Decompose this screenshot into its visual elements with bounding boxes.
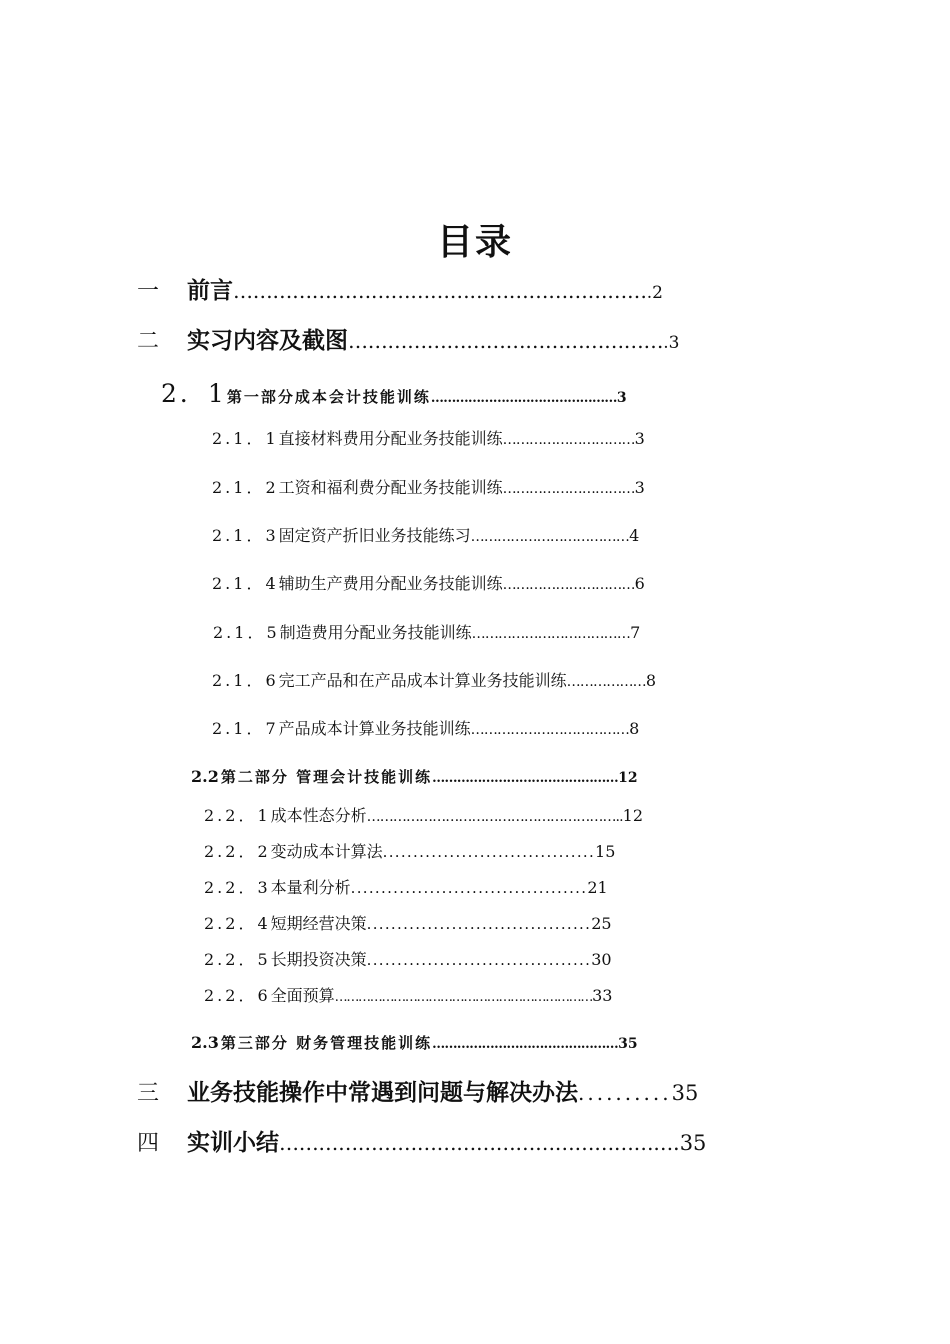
toc-page: 33: [592, 986, 613, 1005]
toc-text: 短期经营决策: [270, 914, 367, 933]
toc-page: 15: [595, 842, 616, 861]
toc-leader: ………………………………: [471, 626, 631, 642]
toc-number: 2.3: [191, 1033, 219, 1052]
toc-page: 3: [634, 478, 645, 497]
toc-page: 3: [616, 390, 627, 406]
toc-text: 长期投资决策: [270, 950, 367, 969]
toc-number: 2.2．4: [204, 914, 271, 933]
toc-entry-preface[interactable]: [137, 272, 663, 305]
toc-number: 一: [137, 279, 160, 304]
toc-number: 2.1．1: [212, 429, 279, 448]
toc-entry-summary[interactable]: [137, 1124, 706, 1157]
toc-entry-2-2-2[interactable]: [204, 839, 615, 862]
toc-entry-2-1-3[interactable]: [212, 523, 639, 546]
toc-text: 直接材料费用分配业务技能训练: [278, 429, 503, 448]
toc-text: 实训小结: [187, 1130, 279, 1156]
toc-number: 2.2．6: [204, 986, 271, 1005]
toc-leader: ………………………………………: [430, 391, 617, 406]
toc-page: 21: [587, 878, 608, 897]
toc-number: 2.1．3: [212, 526, 279, 545]
toc-number: 2.2．3: [204, 878, 271, 897]
toc-text: 变动成本计算法: [270, 842, 383, 861]
toc-page: .3: [663, 333, 680, 353]
toc-entry-2-1-1[interactable]: [212, 426, 645, 449]
toc-number: 2.2．5: [204, 950, 271, 969]
toc-page: 6: [634, 574, 645, 593]
toc-text: 成本性态分析: [270, 806, 367, 825]
toc-page: 35: [618, 1036, 638, 1052]
toc-text: 第一部分成本会计技能训练: [226, 388, 431, 406]
toc-number: 2.2．2: [204, 842, 271, 861]
toc-page: 12: [618, 770, 638, 786]
toc-text: 实习内容及截图: [187, 328, 348, 354]
toc-entry-2-2-5[interactable]: [204, 947, 612, 970]
toc-leader: …………………………: [502, 577, 635, 593]
toc-page: .35: [673, 1131, 707, 1155]
toc-number: 2.1．5: [213, 623, 280, 642]
toc-text: 本量利分析: [270, 878, 351, 897]
toc-entry-part-2-3[interactable]: [191, 1032, 638, 1053]
toc-entry-2-2-3[interactable]: [204, 875, 608, 898]
toc-entry-2-1-2[interactable]: [212, 475, 645, 498]
toc-leader: ………………………………: [470, 722, 630, 738]
toc-number: 2.1．2: [212, 478, 279, 497]
toc-entry-part-2-2[interactable]: [191, 766, 638, 787]
toc-number: 2.1．6: [212, 671, 279, 690]
toc-text: 前言: [187, 278, 233, 304]
toc-number: 2.1．4: [212, 574, 279, 593]
toc-leader: ………………………………………: [432, 1037, 619, 1052]
toc-number: 2.1．7: [212, 719, 279, 738]
toc-leader: .......................................: [350, 879, 588, 897]
toc-text: 第二部分 管理会计技能训练: [220, 768, 433, 786]
toc-leader: …………………………………………………………: [334, 990, 593, 1005]
toc-entry-2-1-6[interactable]: [212, 668, 656, 691]
toc-leader: ...................................: [382, 843, 596, 861]
toc-text: 固定资产折旧业务技能练习: [278, 526, 471, 545]
toc-entry-internship-content[interactable]: [137, 322, 679, 355]
toc-page: 25: [591, 914, 612, 933]
toc-page: 4: [629, 526, 640, 545]
toc-page: 35: [671, 1081, 699, 1105]
toc-entry-2-1-4[interactable]: [212, 571, 645, 594]
toc-leader: ………………………………………: [432, 771, 619, 786]
toc-number: 二: [137, 329, 160, 354]
toc-entry-2-1-7[interactable]: [212, 716, 639, 739]
toc-leader: ………………: [566, 674, 646, 690]
toc-leader: …………………………: [502, 481, 635, 497]
toc-leader: …………………………………………………..: [366, 809, 623, 825]
toc-text: 制造费用分配业务技能训练: [279, 623, 472, 642]
toc-number: 三: [137, 1081, 160, 1106]
toc-text: 工资和福利费分配业务技能训练: [278, 478, 503, 497]
toc-page: 8: [645, 671, 657, 690]
toc-leader: ……………………………………………………: [279, 1131, 674, 1155]
toc-entry-2-1-5[interactable]: [213, 620, 640, 643]
toc-number: 2．1: [161, 379, 227, 408]
toc-page: 8: [629, 719, 640, 738]
toc-text: 第三部分 财务管理技能训练: [220, 1034, 433, 1052]
toc-text: 全面预算: [270, 986, 335, 1005]
toc-entry-2-2-6[interactable]: [204, 983, 612, 1006]
toc-leader: …………………………: [502, 432, 635, 448]
toc-leader: ..........: [578, 1081, 672, 1105]
toc-text: 产品成本计算业务技能训练: [278, 719, 471, 738]
page-title: 目录: [436, 222, 513, 263]
toc-page: 3: [634, 429, 645, 448]
toc-number: 2.2．1: [204, 806, 271, 825]
toc-page: 30: [591, 950, 612, 969]
toc-text: 业务技能操作中常遇到问题与解决办法: [187, 1080, 578, 1106]
toc-number: 四: [137, 1131, 160, 1156]
toc-page: .2: [646, 283, 663, 303]
toc-page: 7: [630, 623, 641, 642]
toc-leader: …………………………………………: [348, 329, 664, 353]
toc-text: 完工产品和在产品成本计算业务技能训练: [278, 671, 567, 690]
toc-number: 2.2: [191, 767, 219, 786]
toc-entry-part-2-1[interactable]: [161, 374, 627, 410]
toc-entry-2-2-4[interactable]: [204, 911, 612, 934]
toc-entry-2-2-1[interactable]: [204, 803, 643, 826]
toc-leader: .....................................: [366, 951, 592, 969]
toc-page: 12: [622, 806, 644, 825]
toc-text: 辅助生产费用分配业务技能训练: [278, 574, 503, 593]
toc-entry-problems-solutions[interactable]: [137, 1074, 698, 1107]
toc-leader: .....................................: [366, 915, 592, 933]
toc-leader: ………………………………………………………: [233, 279, 647, 303]
toc-leader: ………………………………: [470, 529, 630, 545]
